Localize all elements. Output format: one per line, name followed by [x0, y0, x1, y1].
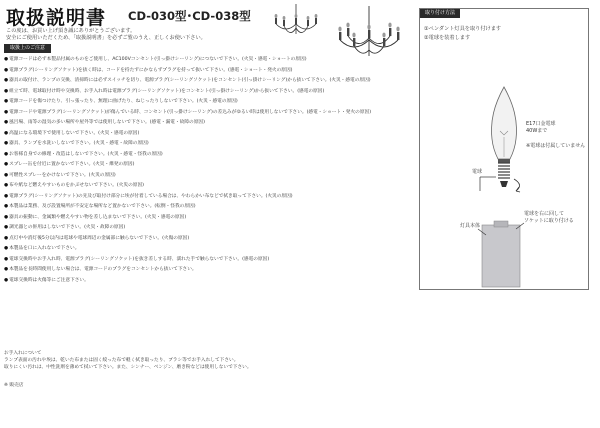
list-item-text: 組立て時、電球取付け時や交換時、お手入れ時は電源プラグ(シーリングソケット)をコンセント(引っ掛けシーリング)から抜いて下さい。(感電の原因) [9, 88, 325, 94]
list-item: ●電球交換時やお手入れ時、電源プラグ(シーリングソケット)を抜き差しする時、濡れた手で触らないで下さい。(感電の原因) [4, 256, 270, 262]
list-item: ●電源プラグ(シーリングソケット)を抜く時は、コードを持たずにかならずプラグを持って抜いて下さい。(感電・ショート・発火の原因) [4, 67, 293, 73]
turn-instruction-line: ソケットに取り付ける [524, 217, 574, 224]
list-item: ●布や紙など燃えやすいものをかぶせないで下さい。(火災の原因) [4, 183, 145, 188]
list-item: ●組立て時、電球取付け時や交換時、お手入れ時は電源プラグ(シーリングソケット)をコンセント(引っ掛けシーリング)から抜いて下さい。(感電の原因) [4, 88, 325, 94]
list-item-text: 調光器との併用はしないで下さい。(火災・故障の原因) [9, 225, 126, 230]
list-item: ●本製品を口に入れないで下さい。 [4, 246, 80, 251]
list-item-text: スプレー缶を付近に置かないで下さい。(火災・爆発の原因) [9, 162, 135, 167]
care-instructions [4, 350, 414, 372]
list-item: ●電源コードや電源プラグ(シーリングソケット)が傷んでいる時、コンセント(引っ掛けシーリング)の差込みがゆるい時は使用しないで下さい。(感電・ショート・発火の原因) [4, 109, 372, 115]
intro-line: この度は、お買い上げ頂き誠にありがとうございます。 [6, 28, 136, 34]
installation-title: 取り付け方法 [420, 9, 460, 18]
document-title: 取扱説明書 [6, 7, 107, 29]
list-item-text: 本製品は業務、及び設置場所が不安定な場所など置かないで下さい。(転倒・怪我の原因) [9, 204, 196, 209]
candle-bulb-icon [492, 87, 517, 187]
list-item-text: 点灯中や消灯後5分以内は電球や電球周辺の金属部に触らないで下さい。(火傷の原因) [9, 235, 190, 241]
list-item: ●点灯中や消灯後5分以内は電球や電球周辺の金属部に触らないで下さい。(火傷の原因) [4, 235, 190, 241]
list-item-text: 電源コードや電源プラグ(シーリングソケット)が傷んでいる時、コンセント(引っ掛けシーリング)の差込みがゆるい時は使用しないで下さい。(感電・ショート・発火の原因) [9, 109, 372, 115]
list-item: ●電源プラグ(シーリングソケット)の先及び取付け部分に埃が付着している場合は、やわらかい布などで拭き取って下さい。(火災の原因) [4, 193, 293, 199]
list-item: ●器具の振動に、金属類や燃えやすい物を差し込まないで下さい。(火災・感電の原因) [4, 214, 187, 220]
intro-text [6, 28, 276, 43]
list-item-text: 可燃性スプレーをかけないで下さい。(火災の原因) [9, 172, 116, 178]
intro-line: 安全にご使用いただくため、「取扱説明書」を必ずご覧のうえ、正しくお使い下さい。 [6, 35, 206, 42]
care-line: 取りにくい汚れは、中性洗剤を薄めて拭いて下さい。また、シンナー、ベンジン、磨き粉などは使用しないで下さい。 [4, 365, 252, 371]
list-item: ●スプレー缶を付近に置かないで下さい。(火災・爆発の原因) [4, 162, 135, 167]
list-item-text: 器具の振動に、金属類や燃えやすい物を差し込まないで下さい。(火災・感電の原因) [9, 214, 187, 220]
list-item: ●お客様自身での修理・改造はしないで下さい。(火災・感電・怪我の原因) [4, 151, 163, 157]
list-item: ●風呂場、雨等の湿気の多い場所や屋外等では使用しないで下さい。(感電・漏電・故障の原因) [4, 120, 205, 125]
installation-panel [419, 8, 589, 290]
list-item: ●本製品は業務、及び設置場所が不安定な場所など置かないで下さい。(転倒・怪我の原因) [4, 204, 196, 209]
list-item: ●高温になる環境下で使用しないで下さい。(火災・感電の原因) [4, 130, 140, 136]
model-number: CD-030型･CD-038型 [128, 9, 251, 23]
list-item-text: お客様自身での修理・改造はしないで下さい。(火災・感電・怪我の原因) [9, 151, 163, 157]
bulb-spec-line: E17口金電球 [526, 121, 556, 127]
list-item: ●可燃性スプレーをかけないで下さい。(火災の原因) [4, 172, 116, 178]
list-item-text: 電球交換時やお手入れ時、電源プラグ(シーリングソケット)を抜き差しする時、濡れた手で触らないで下さい。(感電の原因) [9, 256, 270, 262]
list-item-text: 電源コードは必ず本製品付属のものをご使用し、AC100Vコンセント(引っ掛けシーリング)につないで下さい。(火災・感電・ショートの原因) [9, 57, 307, 62]
list-item-text: 器具の取付け、ランプの交換、清掃時には必ずスイッチを切り、電源プラグ(シーリングソケット)をコンセント(引っ掛けシーリング)から抜いて下さい。(火災・感電の原因) [9, 78, 371, 83]
list-item-text: 電源コードを傷つけたり、引っ張ったり、無理に曲げたり、ねじったりしないで下さい。(火災・感電の原因) [9, 99, 238, 104]
list-item: ●器具、ランプを水洗いしないで下さい。(火災・感電・故障の原因) [4, 141, 149, 146]
care-line: ランプ表面の汚れや埃は、乾いた布または固く絞った布で軽く拭き取ったり、ブラシ等でお手入れして下さい。 [4, 358, 239, 364]
seller-label: ※ 販売店 [4, 383, 24, 388]
chandelier-illustration-small [270, 4, 322, 48]
list-item: ●本製品を長時間使用しない場合は、電源コードのプラグをコンセントから抜いて下さい。 [4, 267, 197, 272]
list-item-text: 高温になる環境下で使用しないで下さい。(火災・感電の原因) [9, 130, 140, 136]
turn-instruction-line: 電球を右に回して [524, 211, 565, 217]
list-item-text: 本製品を口に入れないで下さい。 [9, 246, 80, 251]
list-item: ●電球交換時は火傷等にご注意下さい。 [4, 277, 89, 283]
list-item-text: 電球交換時は火傷等にご注意下さい。 [9, 277, 89, 283]
list-item: ●器具の取付け、ランプの交換、清掃時には必ずスイッチを切り、電源プラグ(シーリングソケット)をコンセント(引っ掛けシーリング)から抜いて下さい。(火災・感電の原因) [4, 78, 371, 83]
list-item-text: 本製品を長時間使用しない場合は、電源コードのプラグをコンセントから抜いて下さい。 [9, 267, 197, 272]
list-item: ●電源コードは必ず本製品付属のものをご使用し、AC100Vコンセント(引っ掛けシーリング)につないで下さい。(火災・感電・ショートの原因) [4, 57, 307, 62]
rotate-arrow-icon [514, 179, 520, 191]
bulb-note: ※電球は付属していません [526, 143, 586, 149]
precautions-list [4, 55, 414, 286]
bulb-spec-label [526, 121, 556, 134]
list-item-text: 布や紙など燃えやすいものをかぶせないで下さい。(火災の原因) [9, 183, 145, 188]
list-item-text: 電源プラグ(シーリングソケット)を抜く時は、コードを持たずにかならずプラグを持って抜いて下さい。(感電・ショート・発火の原因) [9, 67, 293, 73]
list-item-text: 風呂場、雨等の湿気の多い場所や屋外等では使用しないで下さい。(感電・漏電・故障の原因) [9, 120, 205, 125]
turn-instruction [524, 211, 574, 224]
bulb-label: 電球 [472, 169, 483, 175]
install-step-1: ①ペンダント灯具を取り付けます [424, 26, 502, 32]
lamp-socket-body [482, 225, 520, 287]
care-heading: お手入れについて [4, 351, 42, 356]
section-heading-precautions: 取扱上のご注意 [4, 44, 51, 53]
list-item-text: 電源プラグ(シーリングソケット)の先及び取付け部分に埃が付着している場合は、やわらかい布などで拭き取って下さい。(火災の原因) [9, 193, 293, 199]
list-item-text: 器具、ランプを水洗いしないで下さい。(火災・感電・故障の原因) [9, 141, 149, 146]
bulb-spec-line: 40Wまで [526, 127, 548, 134]
install-step-2: ②電球を装着します [424, 35, 471, 41]
lamp-body-label: 灯具本体 [460, 223, 481, 229]
list-item: ●調光器との併用はしないで下さい。(火災・故障の原因) [4, 225, 126, 230]
list-item: ●電源コードを傷つけたり、引っ張ったり、無理に曲げたり、ねじったりしないで下さい。(火災・感電の原因) [4, 99, 238, 104]
